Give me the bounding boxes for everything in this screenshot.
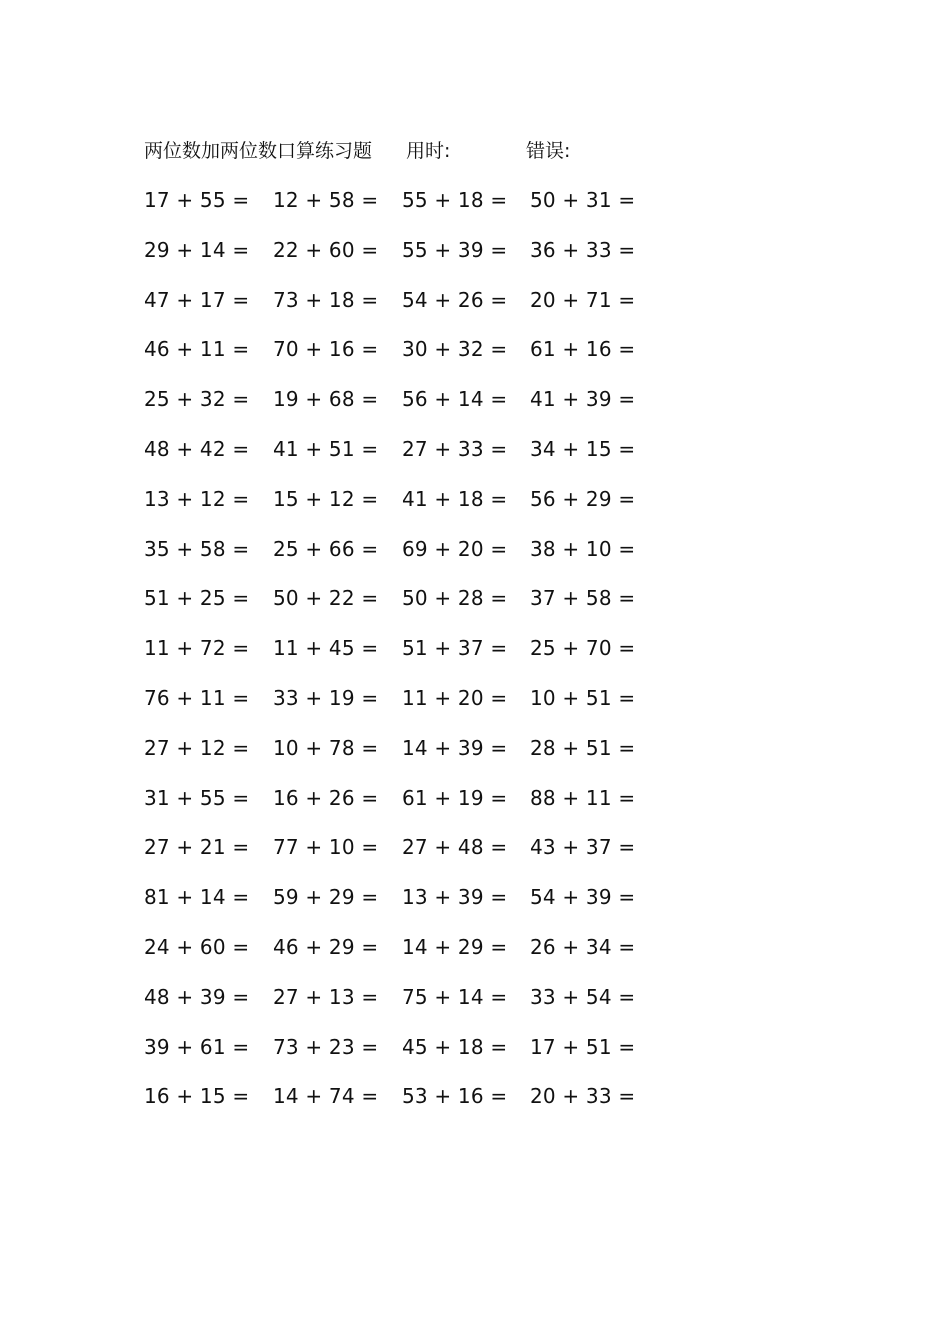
problem-item: 27 + 13 = [273,984,379,1009]
problem-item: 53 + 16 = [402,1084,508,1109]
problem-item: 25 + 70 = [530,636,636,661]
problem-row [144,435,664,485]
time-label: 用时: [406,140,451,162]
problem-item: 88 + 11 = [530,785,636,810]
problem-item: 14 + 74 = [273,1084,379,1109]
problem-item: 51 + 37 = [402,636,508,661]
problem-item: 14 + 39 = [402,735,508,760]
problem-grid [144,186,664,1132]
problem-item: 11 + 72 = [144,636,250,661]
problem-item: 10 + 78 = [273,735,379,760]
problem-item: 16 + 15 = [144,1084,250,1109]
problem-item: 75 + 14 = [402,984,508,1009]
problem-item: 35 + 58 = [144,536,250,561]
problem-item: 10 + 51 = [530,685,636,710]
problem-item: 50 + 31 = [530,188,636,212]
problem-item: 17 + 55 = [144,188,250,212]
problem-row [144,535,664,585]
problem-item: 27 + 21 = [144,835,250,860]
problem-item: 81 + 14 = [144,885,250,910]
problem-item: 56 + 29 = [530,486,636,511]
problem-item: 37 + 58 = [530,586,636,611]
worksheet-title: 两位数加两位数口算练习题 [144,140,373,162]
problem-item: 11 + 20 = [402,685,508,710]
problem-item: 59 + 29 = [273,885,379,910]
problem-item: 13 + 39 = [402,885,508,910]
problem-item: 73 + 18 = [273,287,379,312]
problem-item: 50 + 22 = [273,586,379,611]
problem-item: 61 + 19 = [402,785,508,810]
problem-item: 41 + 39 = [530,387,636,412]
problem-item: 20 + 33 = [530,1084,636,1109]
problem-item: 27 + 48 = [402,835,508,860]
problem-row [144,186,664,236]
problem-item: 15 + 12 = [273,486,379,511]
problem-item: 29 + 14 = [144,237,250,262]
problem-item: 39 + 61 = [144,1034,250,1059]
problem-row [144,833,664,883]
problem-row [144,734,664,784]
problem-item: 46 + 29 = [273,934,379,959]
problem-row [144,983,664,1033]
worksheet-header [0,137,950,165]
problem-item: 76 + 11 = [144,685,250,710]
problem-item: 17 + 51 = [530,1034,636,1059]
problem-item: 55 + 39 = [402,237,508,262]
problem-item: 70 + 16 = [273,337,379,362]
problem-item: 33 + 19 = [273,685,379,710]
problem-row [144,634,664,684]
problem-row [144,784,664,834]
problem-row [144,286,664,336]
problem-row [144,385,664,435]
problem-item: 26 + 34 = [530,934,636,959]
problem-item: 28 + 51 = [530,735,636,760]
problem-item: 30 + 32 = [402,337,508,362]
problem-row [144,933,664,983]
problem-item: 25 + 32 = [144,387,250,412]
problem-item: 77 + 10 = [273,835,379,860]
error-label: 错误: [526,140,571,162]
problem-item: 24 + 60 = [144,934,250,959]
problem-item: 33 + 54 = [530,984,636,1009]
problem-item: 55 + 18 = [402,188,508,212]
problem-item: 41 + 18 = [402,486,508,511]
problem-row [144,883,664,933]
problem-item: 48 + 42 = [144,436,250,461]
problem-item: 20 + 71 = [530,287,636,312]
problem-item: 31 + 55 = [144,785,250,810]
problem-item: 61 + 16 = [530,337,636,362]
problem-row [144,236,664,286]
problem-item: 43 + 37 = [530,835,636,860]
problem-row [144,584,664,634]
problem-item: 46 + 11 = [144,337,250,362]
problem-item: 13 + 12 = [144,486,250,511]
problem-item: 14 + 29 = [402,934,508,959]
problem-item: 41 + 51 = [273,436,379,461]
problem-item: 45 + 18 = [402,1034,508,1059]
problem-row [144,1082,664,1132]
problem-item: 36 + 33 = [530,237,636,262]
problem-item: 34 + 15 = [530,436,636,461]
problem-item: 38 + 10 = [530,536,636,561]
problem-item: 54 + 39 = [530,885,636,910]
problem-item: 69 + 20 = [402,536,508,561]
problem-item: 47 + 17 = [144,287,250,312]
problem-item: 48 + 39 = [144,984,250,1009]
problem-item: 12 + 58 = [273,188,379,212]
problem-row [144,684,664,734]
problem-item: 50 + 28 = [402,586,508,611]
problem-item: 11 + 45 = [273,636,379,661]
problem-item: 27 + 12 = [144,735,250,760]
problem-item: 51 + 25 = [144,586,250,611]
problem-item: 25 + 66 = [273,536,379,561]
problem-row [144,335,664,385]
problem-item: 19 + 68 = [273,387,379,412]
problem-item: 73 + 23 = [273,1034,379,1059]
problem-item: 56 + 14 = [402,387,508,412]
problem-item: 54 + 26 = [402,287,508,312]
problem-row [144,485,664,535]
problem-item: 27 + 33 = [402,436,508,461]
problem-item: 22 + 60 = [273,237,379,262]
problem-row [144,1033,664,1083]
problem-item: 16 + 26 = [273,785,379,810]
